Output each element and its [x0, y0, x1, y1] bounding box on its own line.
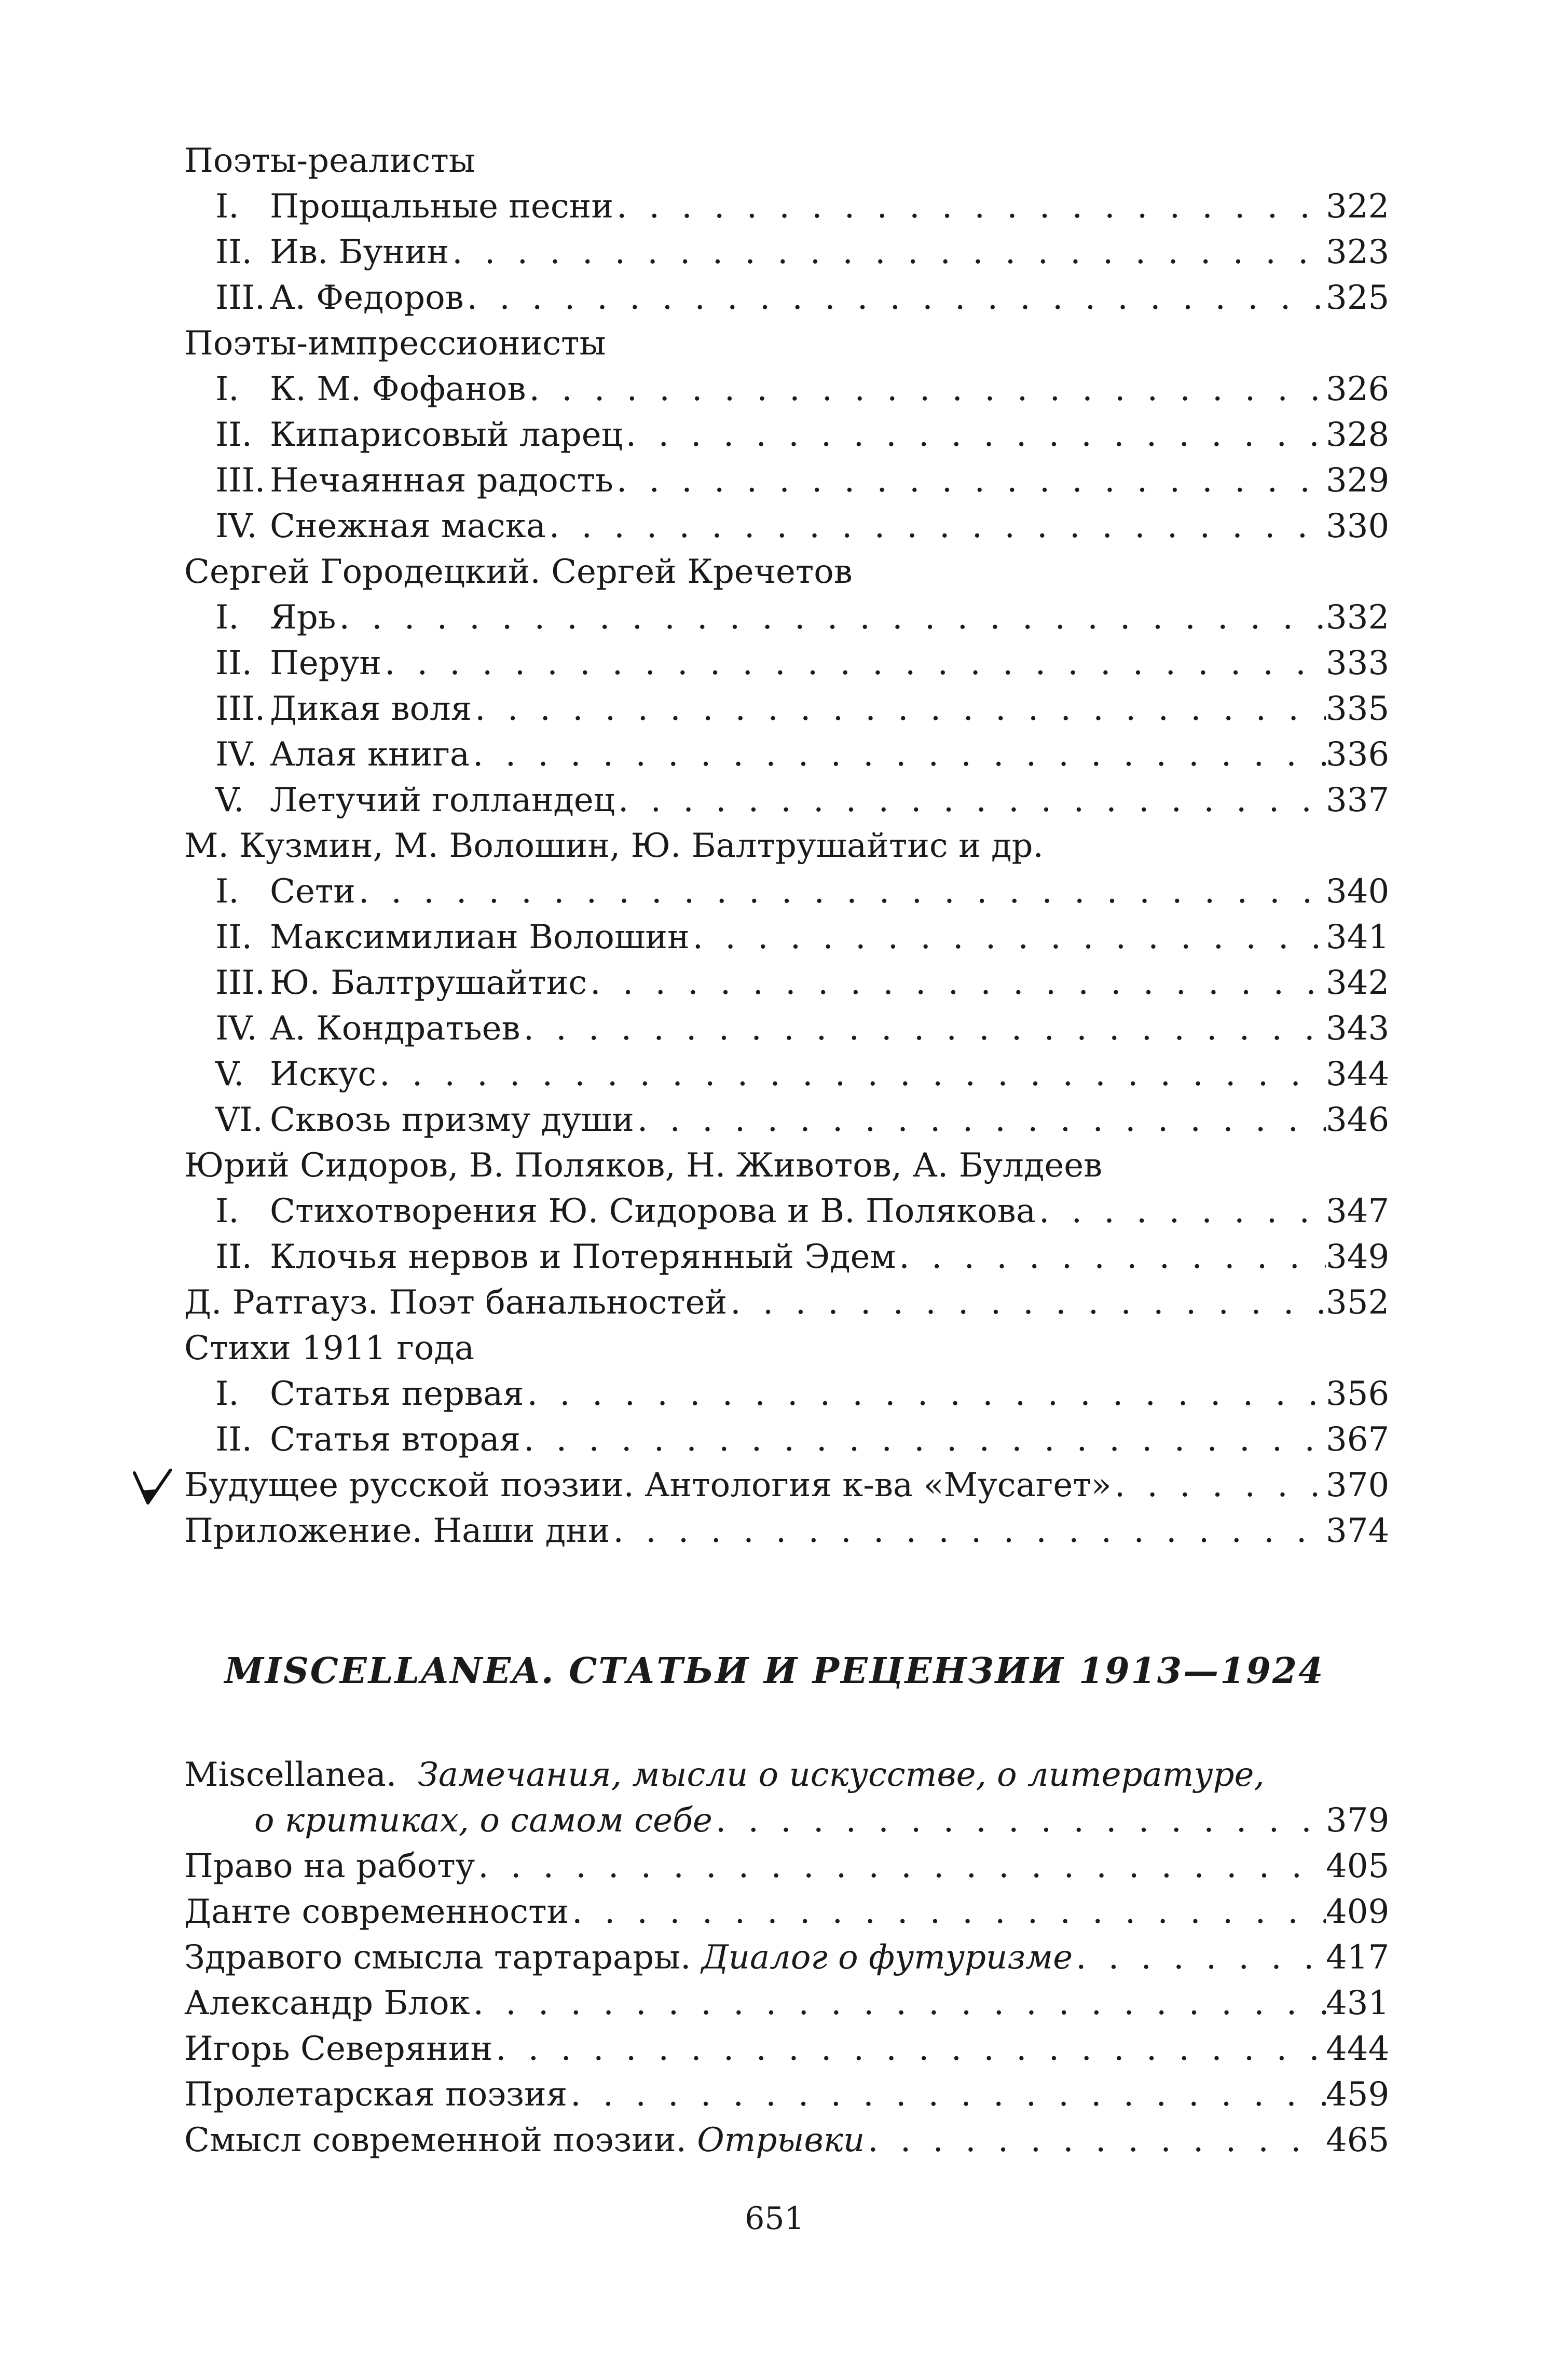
entry-page: 340 — [1326, 872, 1390, 911]
toc-entry — [215, 688, 1390, 730]
leader-dots — [381, 642, 1326, 684]
entry-subtitle: Замечания, мысли о искусстве, о литературе, — [417, 1756, 1265, 1794]
leader-dots — [336, 597, 1326, 638]
toc-entry — [184, 1891, 1390, 1933]
entry-page: 328 — [1326, 416, 1390, 454]
entry-number: I. — [215, 187, 239, 226]
entry-title: Клочья нервов и Потерянный Эдем — [270, 1238, 896, 1276]
toc-entry — [215, 186, 1390, 227]
leader-dots — [524, 1373, 1326, 1415]
entry-title: А. Кондратьев — [270, 1009, 520, 1048]
toc-entry — [215, 505, 1390, 547]
toc-entry — [254, 1800, 1390, 1841]
toc-entry — [184, 2119, 1390, 2161]
entry-title: Алая книга — [270, 735, 470, 774]
entry-page: 342 — [1326, 964, 1390, 1002]
checkmark-icon — [132, 1469, 174, 1510]
leader-dots — [520, 1419, 1326, 1460]
entry-title: Будущее русской поэзии. Антология к-ва «Мусагет» — [184, 1466, 1112, 1504]
leader-dots — [634, 1099, 1326, 1141]
entry-number: II. — [215, 1238, 252, 1276]
toc-entry — [184, 1937, 1390, 1978]
leader-dots — [464, 277, 1326, 319]
entry-subtitle: о критиках, о самом себе — [254, 1801, 712, 1840]
entry-number: I. — [215, 1375, 239, 1413]
toc-entry — [215, 1099, 1390, 1141]
entry-number: II. — [215, 918, 252, 956]
entry-title: Здравого смысла тартарары. — [184, 1938, 691, 1977]
entry-number: IV. — [215, 735, 257, 774]
entry-number: II. — [215, 644, 252, 682]
leader-dots — [376, 1054, 1326, 1095]
entry-page: 326 — [1326, 370, 1390, 408]
leader-dots — [355, 871, 1326, 912]
entry-page: 346 — [1326, 1101, 1390, 1139]
entry-number: I. — [215, 370, 239, 408]
entry-page: 344 — [1326, 1055, 1390, 1093]
entry-title: Д. Ратгауз. Поэт банальностей — [184, 1283, 728, 1322]
entry-title: Стихотворения Ю. Сидорова и В. Полякова — [270, 1192, 1036, 1230]
entry-page: 444 — [1326, 2030, 1390, 2068]
entry-number: II. — [215, 1420, 252, 1459]
entry-title: Miscellanea. — [184, 1756, 397, 1794]
entry-page: 356 — [1326, 1375, 1390, 1413]
entry-number: IV. — [215, 507, 257, 545]
toc-entry — [184, 1510, 1390, 1552]
entry-page: 347 — [1326, 1192, 1390, 1230]
toc-entry — [215, 277, 1390, 319]
leader-dots — [492, 2028, 1326, 2070]
toc-entry — [215, 368, 1390, 410]
entry-title: Статья первая — [270, 1375, 524, 1413]
toc-entry — [215, 871, 1390, 912]
toc-entry — [215, 917, 1390, 958]
entry-page: 336 — [1326, 735, 1390, 774]
page-number: 651 — [745, 2200, 804, 2237]
group-heading: Поэты-импрессионисты — [184, 324, 606, 363]
toc-entry — [215, 597, 1390, 638]
entry-title: Ю. Балтрушайтис — [270, 964, 587, 1002]
entry-page: 417 — [1326, 1938, 1390, 1977]
group-heading: Юрий Сидоров, В. Поляков, Н. Животов, А. Булдеев — [184, 1146, 1103, 1185]
entry-page: 323 — [1326, 233, 1390, 271]
entry-title: Летучий голландец — [270, 781, 615, 819]
entry-title: Игорь Северянин — [184, 2030, 493, 2068]
entry-number: I. — [215, 1192, 239, 1230]
leader-dots — [865, 2119, 1326, 2161]
entry-page: 325 — [1326, 279, 1390, 317]
entry-title: Прощальные песни — [270, 187, 613, 226]
entry-number: I. — [215, 598, 239, 637]
entry-title: Нечаянная радость — [270, 461, 613, 500]
entry-page: 322 — [1326, 187, 1390, 226]
entry-number: VI. — [215, 1101, 263, 1139]
leader-dots — [610, 1510, 1326, 1552]
entry-page: 409 — [1326, 1893, 1390, 1931]
group-heading: Сергей Городецкий. Сергей Кречетов — [184, 553, 853, 591]
leader-dots — [727, 1282, 1326, 1323]
entry-title: Право на работу — [184, 1847, 475, 1885]
leader-dots — [526, 368, 1326, 410]
leader-dots — [475, 1845, 1326, 1887]
section-title: MISCELLANEA. СТАТЬИ И РЕЦЕНЗИИ 1913—1924 — [224, 1650, 1325, 1692]
entry-number: V. — [215, 1055, 244, 1093]
toc-entry — [215, 1236, 1390, 1278]
leader-dots — [1073, 1937, 1326, 1978]
entry-subtitle: Отрывки — [697, 2121, 865, 2159]
entry-number: III. — [215, 461, 266, 500]
leader-dots — [587, 962, 1326, 1004]
toc-entry — [184, 1282, 1390, 1323]
leader-dots — [472, 688, 1326, 730]
entry-number: II. — [215, 233, 252, 271]
toc-entry — [184, 1845, 1390, 1887]
misc-entry-line1 — [184, 1754, 1265, 1796]
entry-page: 343 — [1326, 1009, 1390, 1048]
leader-dots — [613, 460, 1326, 501]
entry-page: 352 — [1326, 1283, 1390, 1322]
entry-page: 431 — [1326, 1984, 1390, 2022]
entry-title: А. Федоров — [270, 279, 464, 317]
leader-dots — [1036, 1191, 1326, 1232]
leader-dots — [623, 414, 1326, 456]
entry-number: II. — [215, 416, 252, 454]
entry-title: Приложение. Наши дни — [184, 1512, 610, 1550]
toc-entry — [215, 414, 1390, 456]
leader-dots — [520, 1008, 1326, 1049]
leader-dots — [615, 779, 1326, 821]
entry-title: Кипарисовый ларец — [270, 416, 623, 454]
entry-title: Снежная маска — [270, 507, 546, 545]
leader-dots — [690, 917, 1326, 958]
leader-dots — [1112, 1465, 1326, 1506]
entry-page: 367 — [1326, 1420, 1390, 1459]
entry-number: III. — [215, 964, 266, 1002]
toc-entry — [184, 2028, 1390, 2070]
entry-title: Статья вторая — [270, 1420, 520, 1459]
entry-page: 374 — [1326, 1512, 1390, 1550]
entry-title: Смысл современной поэзии. — [184, 2121, 687, 2159]
entry-title: Искус — [270, 1055, 377, 1093]
toc-entry — [215, 231, 1390, 273]
entry-page: 405 — [1326, 1847, 1390, 1885]
leader-dots — [470, 1982, 1326, 2024]
leader-dots — [896, 1236, 1326, 1278]
toc-entry — [215, 962, 1390, 1004]
entry-page: 379 — [1326, 1801, 1390, 1840]
leader-dots — [470, 734, 1326, 775]
entry-title: Ив. Бунин — [270, 233, 449, 271]
entry-title: Дикая воля — [270, 690, 472, 728]
entry-page: 349 — [1326, 1238, 1390, 1276]
entry-page: 332 — [1326, 598, 1390, 637]
entry-number: IV. — [215, 1009, 257, 1048]
entry-number: III. — [215, 279, 266, 317]
entry-title: Пролетарская поэзия — [184, 2075, 568, 2114]
leader-dots — [567, 2074, 1326, 2115]
entry-title: Перун — [270, 644, 381, 682]
toc-entry — [215, 734, 1390, 775]
leader-dots — [712, 1800, 1326, 1841]
toc-entry — [215, 1191, 1390, 1232]
entry-page: 330 — [1326, 507, 1390, 545]
entry-page: 329 — [1326, 461, 1390, 500]
entry-page: 335 — [1326, 690, 1390, 728]
leader-dots — [449, 231, 1326, 273]
group-heading: М. Кузмин, М. Волошин, Ю. Балтрушайтис и др. — [184, 827, 1044, 865]
entry-title: К. М. Фофанов — [270, 370, 526, 408]
entry-number: V. — [215, 781, 244, 819]
entry-page: 337 — [1326, 781, 1390, 819]
entry-title: Ярь — [270, 598, 336, 637]
toc-entry — [215, 1008, 1390, 1049]
toc-entry — [215, 460, 1390, 501]
toc-entry — [215, 1419, 1390, 1460]
entry-page: 341 — [1326, 918, 1390, 956]
entry-title: Сквозь призму души — [270, 1101, 634, 1139]
leader-dots — [546, 505, 1326, 547]
entry-title: Сети — [270, 872, 355, 911]
entry-title: Александр Блок — [184, 1984, 470, 2022]
toc-entry — [215, 779, 1390, 821]
toc-entry — [184, 1465, 1390, 1506]
leader-dots — [613, 186, 1326, 227]
entry-number: I. — [215, 872, 239, 911]
group-heading: Стихи 1911 года — [184, 1329, 474, 1367]
entry-subtitle: Диалог о футуризме — [701, 1938, 1073, 1977]
toc-entry — [184, 1982, 1390, 2024]
toc-entry — [215, 1054, 1390, 1095]
toc-entry — [215, 642, 1390, 684]
toc-entry — [184, 2074, 1390, 2115]
toc-entry — [215, 1373, 1390, 1415]
entry-page: 333 — [1326, 644, 1390, 682]
entry-page: 465 — [1326, 2121, 1390, 2159]
entry-page: 370 — [1326, 1466, 1390, 1504]
entry-number: III. — [215, 690, 266, 728]
entry-title: Максимилиан Волошин — [270, 918, 690, 956]
leader-dots — [569, 1891, 1326, 1933]
entry-title: Данте современности — [184, 1893, 569, 1931]
entry-page: 459 — [1326, 2075, 1390, 2114]
group-heading: Поэты-реалисты — [184, 142, 475, 180]
